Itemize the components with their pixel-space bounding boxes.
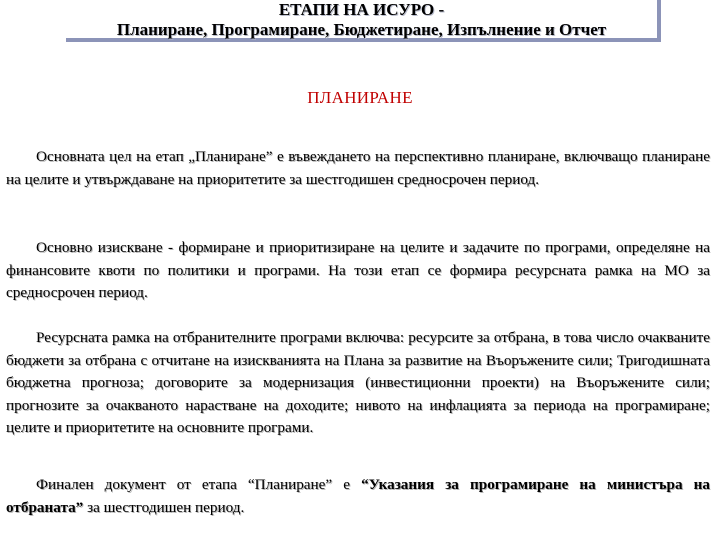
paragraph-final-document [6, 474, 710, 519]
page-subtitle: Планиране, Програмиране, Бюджетиране, Изпълнение и Отчет [116, 20, 607, 39]
final-document-period: за шестгодишен период. [83, 498, 245, 516]
section-heading: ПЛАНИРАНЕ [307, 88, 413, 107]
page-title: ЕТАПИ НА ИСУРО - [278, 0, 445, 19]
paragraph-resource-frame: Ресурсната рамка на отбранителните програми включва: ресурсите за отбрана, в това число очакваните бюджети за отбрана с отчитане на изискванията на Плана за развитие на Въоръжените сили; Тригодишната бюджетна прогноза; договорите за модернизация (инвестиционни проекти) на Въоръжените сили; прогнозите за очакваното нарастване на доходите; нивото на инфлацията за периода на програмиране; целите и приоритетите на основните програми. [6, 329, 710, 436]
final-document-title: “Указания за програмиране на министъра на отбраната” [6, 476, 710, 516]
title-box [66, 0, 661, 42]
final-document-text: Финален документ от етапа “Планиране” е [36, 476, 362, 493]
paragraph-goal: Основната цел на етап „Планиране” е въвеждането на перспективно планиране, включващо планиране на целите и утвърждаване на приоритетите за шестгодишен средносрочен период. [6, 148, 710, 188]
paragraph-requirement: Основно изискване - формиране и приоритизиране на целите и задачите по програми, определяне на финансовите квоти по политики и програми. На този етап се формира ресурсната рамка на МО за средносрочен период. [6, 239, 710, 301]
